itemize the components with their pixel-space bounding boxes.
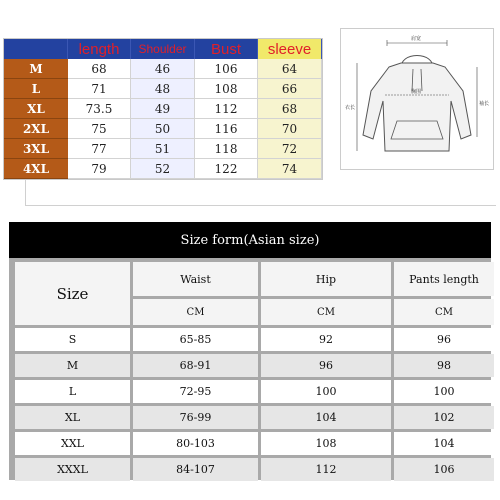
shoulder-cell: 52 bbox=[131, 159, 195, 179]
bust-cell: 108 bbox=[195, 79, 258, 99]
pants-length-cell: 104 bbox=[394, 432, 494, 455]
header-bust: Bust bbox=[195, 39, 258, 59]
size-cell: M bbox=[4, 59, 68, 79]
waist-cell: 84-107 bbox=[133, 458, 258, 481]
length-cell: 75 bbox=[68, 119, 131, 139]
table-corner bbox=[4, 39, 68, 59]
pants-length-cell: 100 bbox=[394, 380, 494, 403]
length-cell: 68 bbox=[68, 59, 131, 79]
size-cell: 3XL bbox=[4, 139, 68, 159]
pants-length-cell: 96 bbox=[394, 328, 494, 351]
length-label: 衣长 bbox=[345, 105, 356, 111]
hoodie-diagram bbox=[340, 28, 494, 170]
size-cell: S bbox=[15, 328, 130, 351]
pants-length-cell: 102 bbox=[394, 406, 494, 429]
hip-cell: 96 bbox=[261, 354, 391, 377]
length-cell: 71 bbox=[68, 79, 131, 99]
bust-cell: 106 bbox=[195, 59, 258, 79]
waist-cell: 72-95 bbox=[133, 380, 258, 403]
bust-cell: 116 bbox=[195, 119, 258, 139]
size-header: Size bbox=[15, 262, 130, 325]
length-cell: 73.5 bbox=[68, 99, 131, 119]
hoodie-size-table bbox=[3, 38, 323, 180]
hip-cell: 92 bbox=[261, 328, 391, 351]
size-cell: XXXL bbox=[15, 458, 130, 481]
size-cell: L bbox=[4, 79, 68, 99]
hip-header: Hip bbox=[261, 262, 391, 296]
shoulder-cell: 46 bbox=[131, 59, 195, 79]
pants-grid bbox=[15, 262, 485, 476]
shoulder-cell: 50 bbox=[131, 119, 195, 139]
hip-unit: CM bbox=[261, 299, 391, 325]
pants-length-cell: 98 bbox=[394, 354, 494, 377]
bust-cell: 112 bbox=[195, 99, 258, 119]
size-cell: XXL bbox=[15, 432, 130, 455]
size-cell: M bbox=[15, 354, 130, 377]
pants-size-table bbox=[9, 222, 491, 480]
hoodie-outline-icon bbox=[341, 29, 493, 169]
size-cell: 4XL bbox=[4, 159, 68, 179]
waist-cell: 68-91 bbox=[133, 354, 258, 377]
sleeve-cell: 64 bbox=[258, 59, 322, 79]
pants-length-unit: CM bbox=[394, 299, 494, 325]
bust-cell: 118 bbox=[195, 139, 258, 159]
waist-cell: 80-103 bbox=[133, 432, 258, 455]
chest-label: 胸围 bbox=[411, 89, 422, 95]
size-cell: L bbox=[15, 380, 130, 403]
sleeve-cell: 72 bbox=[258, 139, 322, 159]
shoulder-cell: 51 bbox=[131, 139, 195, 159]
header-sleeve: sleeve bbox=[258, 39, 322, 59]
shoulder-cell: 48 bbox=[131, 79, 195, 99]
separator-line bbox=[25, 205, 496, 206]
header-shoulder: Shoulder bbox=[131, 39, 195, 59]
sleeve-cell: 70 bbox=[258, 119, 322, 139]
sleeve-cell: 66 bbox=[258, 79, 322, 99]
waist-header: Waist bbox=[133, 262, 258, 296]
header-length: length bbox=[68, 39, 131, 59]
length-cell: 79 bbox=[68, 159, 131, 179]
pants-length-cell: 106 bbox=[394, 458, 494, 481]
size-cell: XL bbox=[15, 406, 130, 429]
table-title: Size form(Asian size) bbox=[9, 222, 491, 258]
size-cell: XL bbox=[4, 99, 68, 119]
sleeve-cell: 68 bbox=[258, 99, 322, 119]
waist-cell: 65-85 bbox=[133, 328, 258, 351]
shoulder-label: 肩宽 bbox=[411, 36, 422, 42]
sleeve-cell: 74 bbox=[258, 159, 322, 179]
shoulder-cell: 49 bbox=[131, 99, 195, 119]
hip-cell: 100 bbox=[261, 380, 391, 403]
pants-length-header: Pants length bbox=[394, 262, 494, 296]
separator-vertical bbox=[25, 180, 26, 205]
size-cell: 2XL bbox=[4, 119, 68, 139]
hip-cell: 112 bbox=[261, 458, 391, 481]
bust-cell: 122 bbox=[195, 159, 258, 179]
waist-unit: CM bbox=[133, 299, 258, 325]
waist-cell: 76-99 bbox=[133, 406, 258, 429]
hip-cell: 108 bbox=[261, 432, 391, 455]
sleeve-label: 袖长 bbox=[479, 101, 490, 107]
hip-cell: 104 bbox=[261, 406, 391, 429]
length-cell: 77 bbox=[68, 139, 131, 159]
